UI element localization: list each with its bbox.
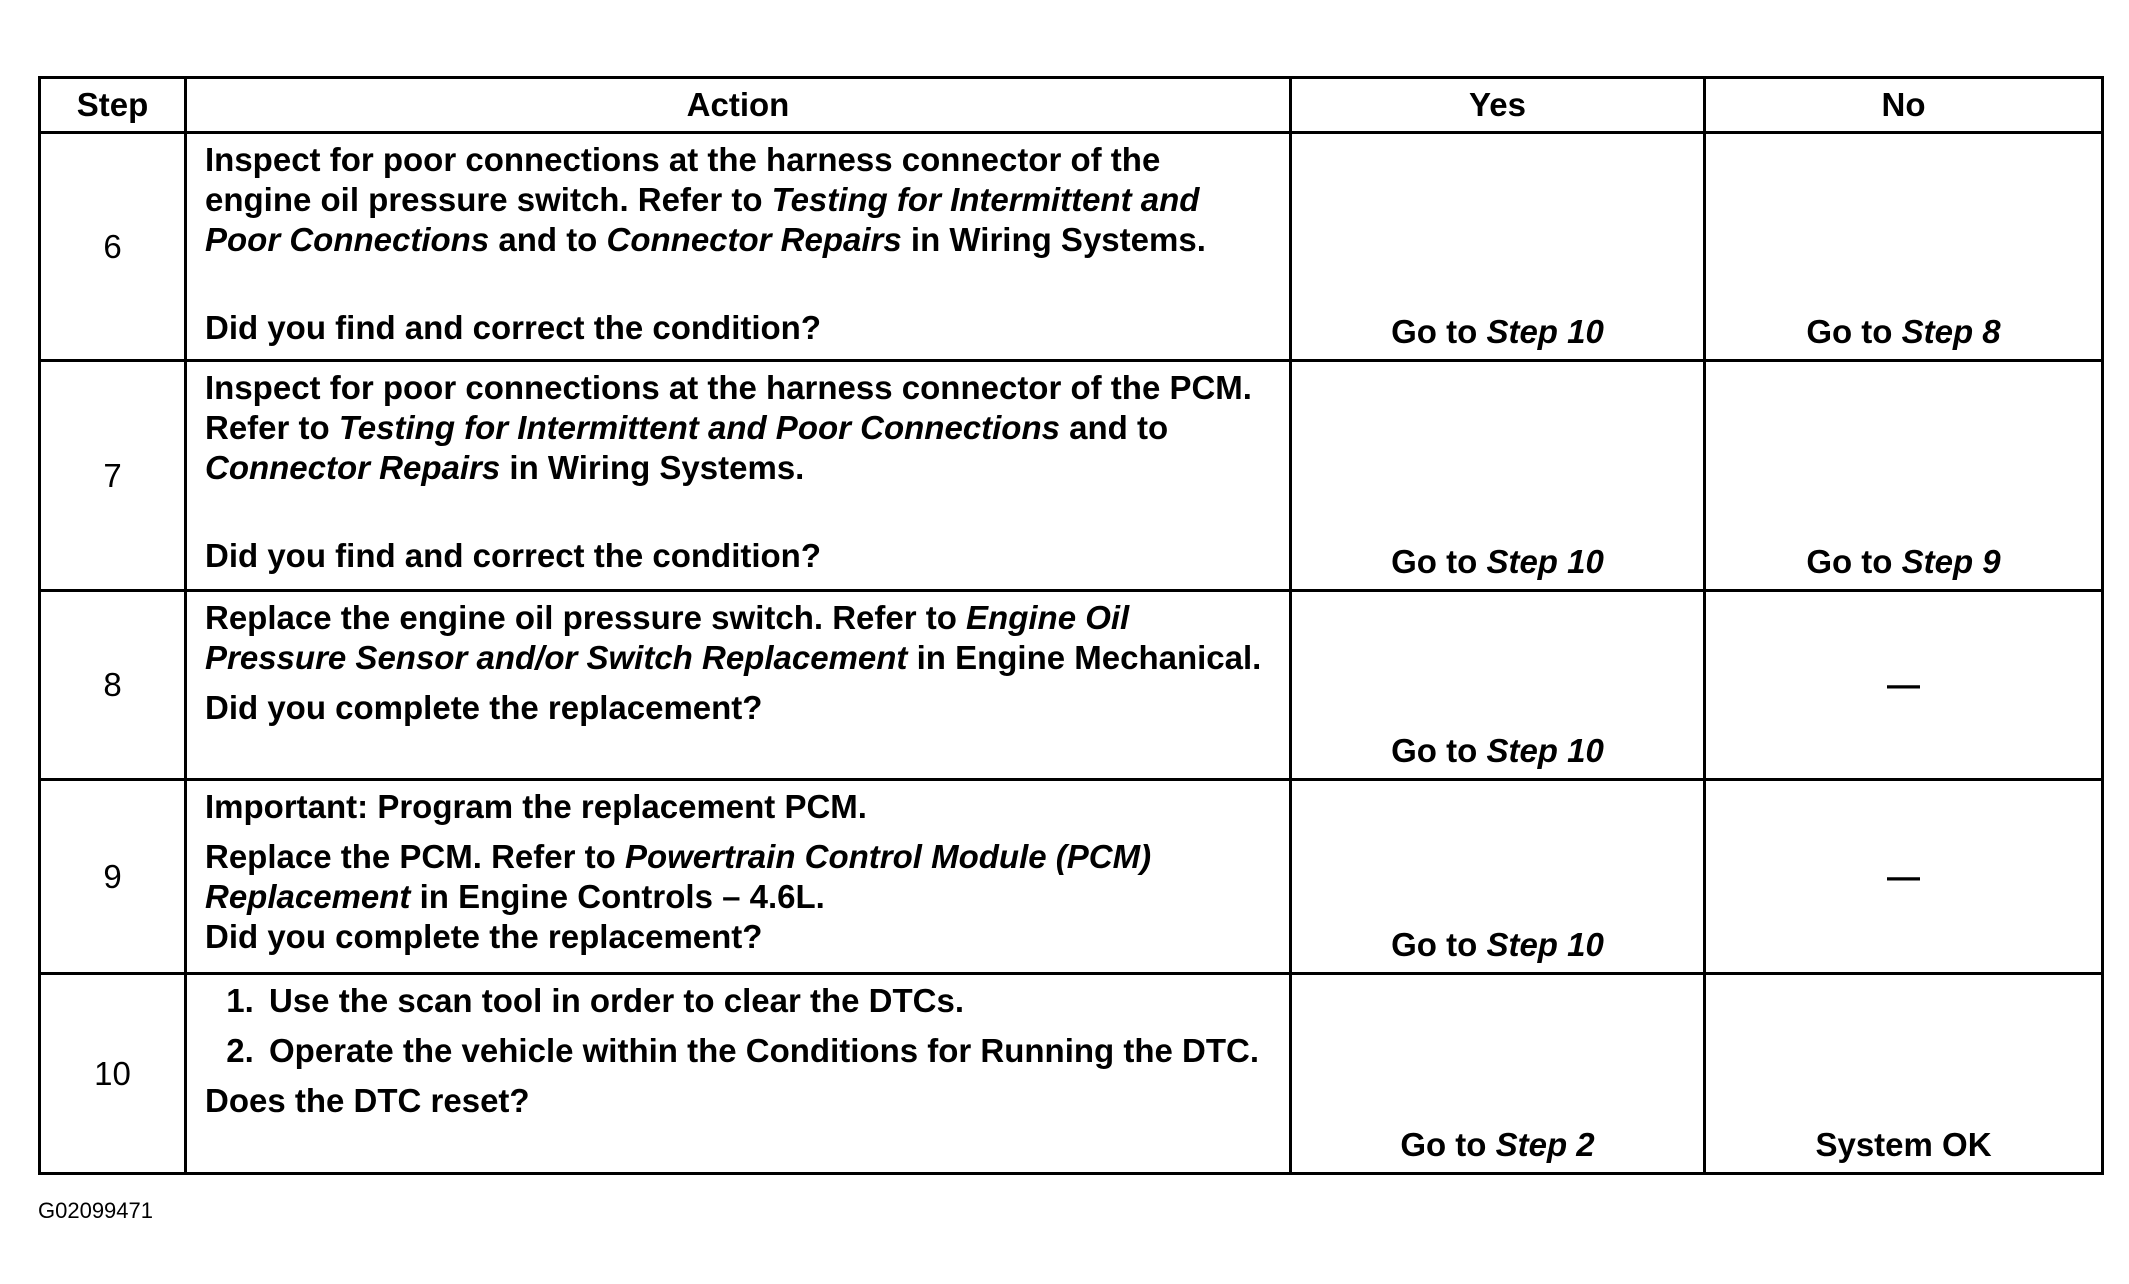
action-question: Does the DTC reset? xyxy=(205,1082,530,1119)
action-text: Replace the PCM. Refer to xyxy=(205,838,625,875)
go-to-text: Go to xyxy=(1400,1126,1496,1163)
yes-cell xyxy=(1291,974,1705,1174)
action-question: Did you complete the replacement? xyxy=(205,918,763,955)
step-number: 9 xyxy=(40,780,186,974)
yes-answer xyxy=(1292,313,1703,351)
important-note xyxy=(205,787,1271,827)
action-cell xyxy=(186,591,1291,780)
table-row xyxy=(40,133,2103,361)
yes-answer xyxy=(1292,1126,1703,1164)
step-reference: Step 10 xyxy=(1486,313,1604,350)
list-item: 2. Operate the vehicle within the Conditions for Running the DTC. xyxy=(263,1031,1271,1071)
step-reference: Step 9 xyxy=(1901,543,2001,580)
action-text: and to xyxy=(489,221,607,258)
step-reference: Step 2 xyxy=(1495,1126,1595,1163)
go-to-text: Go to xyxy=(1391,313,1487,350)
step-number: 7 xyxy=(40,361,186,591)
step-reference: Step 10 xyxy=(1486,543,1604,580)
action-text: Inspect for poor connections at the harness connector of the PCM. Refer to xyxy=(205,369,1252,446)
go-to-text: Go to xyxy=(1806,313,1902,350)
important-text: Program the replacement PCM. xyxy=(368,788,867,825)
important-label: Important: xyxy=(205,788,369,825)
action-reference: Engine Oil Pressure Sensor and/or Switch Replacement xyxy=(205,599,1130,676)
table-row xyxy=(40,780,2103,974)
yes-cell xyxy=(1291,361,1705,591)
yes-cell xyxy=(1291,591,1705,780)
table-row xyxy=(40,974,2103,1174)
yes-cell xyxy=(1291,133,1705,361)
list-item: 1. Use the scan tool in order to clear the DTCs. xyxy=(263,981,1271,1021)
no-answer: System OK xyxy=(1815,1126,1992,1163)
diagnostic-table xyxy=(38,76,2104,1175)
action-step-list xyxy=(205,981,1271,1071)
header-yes: Yes xyxy=(1291,78,1705,133)
no-answer: — xyxy=(1887,857,1920,895)
yes-answer xyxy=(1292,543,1703,581)
action-reference: Connector Repairs xyxy=(205,449,501,486)
go-to-text: Go to xyxy=(1391,732,1487,769)
action-text: Inspect for poor connections at the harness connector of the engine oil pressure switch. Refer to xyxy=(205,141,1161,218)
no-cell xyxy=(1705,591,2103,780)
step-reference: Step 8 xyxy=(1901,313,2001,350)
action-text: in Engine Controls – 4.6L. xyxy=(410,878,825,915)
no-cell xyxy=(1705,780,2103,974)
no-cell xyxy=(1705,974,2103,1174)
no-answer xyxy=(1706,543,2101,581)
no-cell xyxy=(1705,361,2103,591)
action-instruction xyxy=(205,140,1271,260)
action-reference: Powertrain Control Module (PCM) Replacement xyxy=(205,838,1152,915)
go-to-text: Go to xyxy=(1391,543,1487,580)
header-action: Action xyxy=(186,78,1291,133)
action-text: Replace the engine oil pressure switch. Refer to xyxy=(205,599,967,636)
action-cell xyxy=(186,780,1291,974)
action-cell xyxy=(186,974,1291,1174)
action-instruction xyxy=(205,598,1271,678)
step-reference: Step 10 xyxy=(1486,926,1604,963)
go-to-text: Go to xyxy=(1806,543,1902,580)
header-row xyxy=(40,78,2103,133)
no-answer: — xyxy=(1887,666,1920,703)
action-reference: Testing for Intermittent and Poor Connections xyxy=(338,409,1060,446)
go-to-text: Go to xyxy=(1391,926,1487,963)
step-number: 6 xyxy=(40,133,186,361)
step-reference: Step 10 xyxy=(1486,732,1604,769)
step-number: 8 xyxy=(40,591,186,780)
action-question: Did you complete the replacement? xyxy=(205,689,763,726)
no-cell xyxy=(1705,133,2103,361)
table-row xyxy=(40,361,2103,591)
action-question: Did you find and correct the condition? xyxy=(205,537,821,574)
action-question: Did you find and correct the condition? xyxy=(205,309,821,346)
header-no: No xyxy=(1705,78,2103,133)
action-text: in Wiring Systems. xyxy=(901,221,1206,258)
action-text: and to xyxy=(1059,409,1169,446)
no-answer xyxy=(1706,313,2101,351)
action-cell xyxy=(186,133,1291,361)
action-instruction xyxy=(205,837,1271,917)
header-step: Step xyxy=(40,78,186,133)
yes-answer xyxy=(1292,926,1703,964)
yes-answer xyxy=(1292,732,1703,770)
step-number: 10 xyxy=(40,974,186,1174)
action-cell xyxy=(186,361,1291,591)
table-row xyxy=(40,591,2103,780)
action-instruction xyxy=(205,368,1271,488)
action-text: in Engine Mechanical. xyxy=(907,639,1262,676)
figure-id: G02099471 xyxy=(38,1198,153,1223)
action-reference: Testing for Intermittent and Poor Connections xyxy=(205,181,1200,258)
yes-cell xyxy=(1291,780,1705,974)
action-reference: Connector Repairs xyxy=(606,221,902,258)
action-text: in Wiring Systems. xyxy=(500,449,805,486)
